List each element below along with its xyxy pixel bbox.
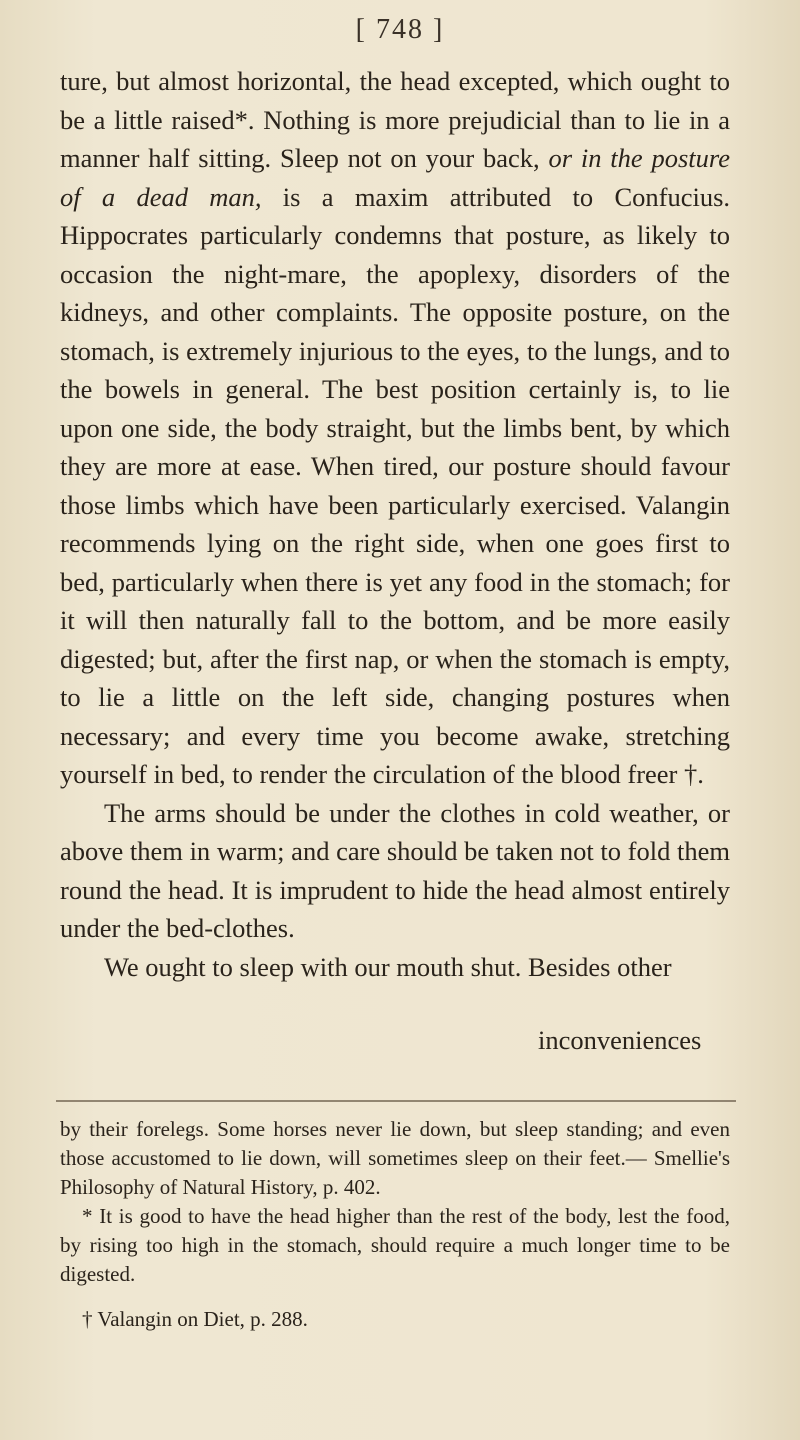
footnote-continued: by their forelegs. Some horses never lie down, but sleep standing; and even those accustomed to lie down, will sometimes sleep on their feet.— Smellie's Philosophy of Natural History, p. 402. — [60, 1117, 730, 1199]
page-number: [ 748 ] — [355, 14, 445, 45]
paragraph-1-italic-phrase: or in the posture of a dead man, — [60, 143, 730, 212]
footnote-star: * It is good to have the head higher than the rest of the body, lest the food, by rising too high in the stomach, should require a much longer time to be digested. — [60, 1204, 730, 1286]
paragraph-mouth: We ought to sleep with our mouth shut. Besides other — [104, 951, 672, 982]
paragraph-1-part-2: is a maxim attributed to Confucius. Hippocrates particularly condemns that posture, as likely to occasion the night-mare, the apoplexy, disorders of the kidneys, and other complaints. The opposite posture, on the stomach, is extremely injurious to the eyes, to the lungs, and to the bowels in general. The best position certainly is, to lie upon one side, the body straight, but the limbs bent, by which they are more at ease. When tired, our posture should favour those limbs which have been particularly exercised. Valangin recommends lying on the right side, when one goes first to bed, particularly when there is yet any food in the stomach; for it will then naturally fall to the bottom, and be more easily digested; but, after the first nap, or when the stomach is empty, to lie a little on the left side, changing postures when necessary; and every time you become awake, stretching yourself in bed, to render the circulation of the blood freer †. — [60, 181, 731, 789]
footnote-divider — [56, 1100, 736, 1102]
footnote-dagger: † Valangin on Diet, p. 288. — [82, 1307, 308, 1331]
footnotes — [60, 1115, 730, 1334]
paragraph-arms: The arms should be under the clothes in cold weather, or above them in warm; and care should be taken not to fold them round the head. It is imprudent to hide the head almost entirely under the bed-clothes. — [60, 797, 730, 943]
catchword: inconveniences — [538, 1025, 702, 1055]
paragraph-1-part-1: ture, but almost horizontal, the head excepted, which ought to be a little raised*. Nothing is more prejudicial than to lie in a manner half sitting. Sleep not on your back, — [60, 66, 730, 173]
main-text — [60, 62, 730, 986]
paragraph-sleep-posture — [60, 62, 730, 794]
